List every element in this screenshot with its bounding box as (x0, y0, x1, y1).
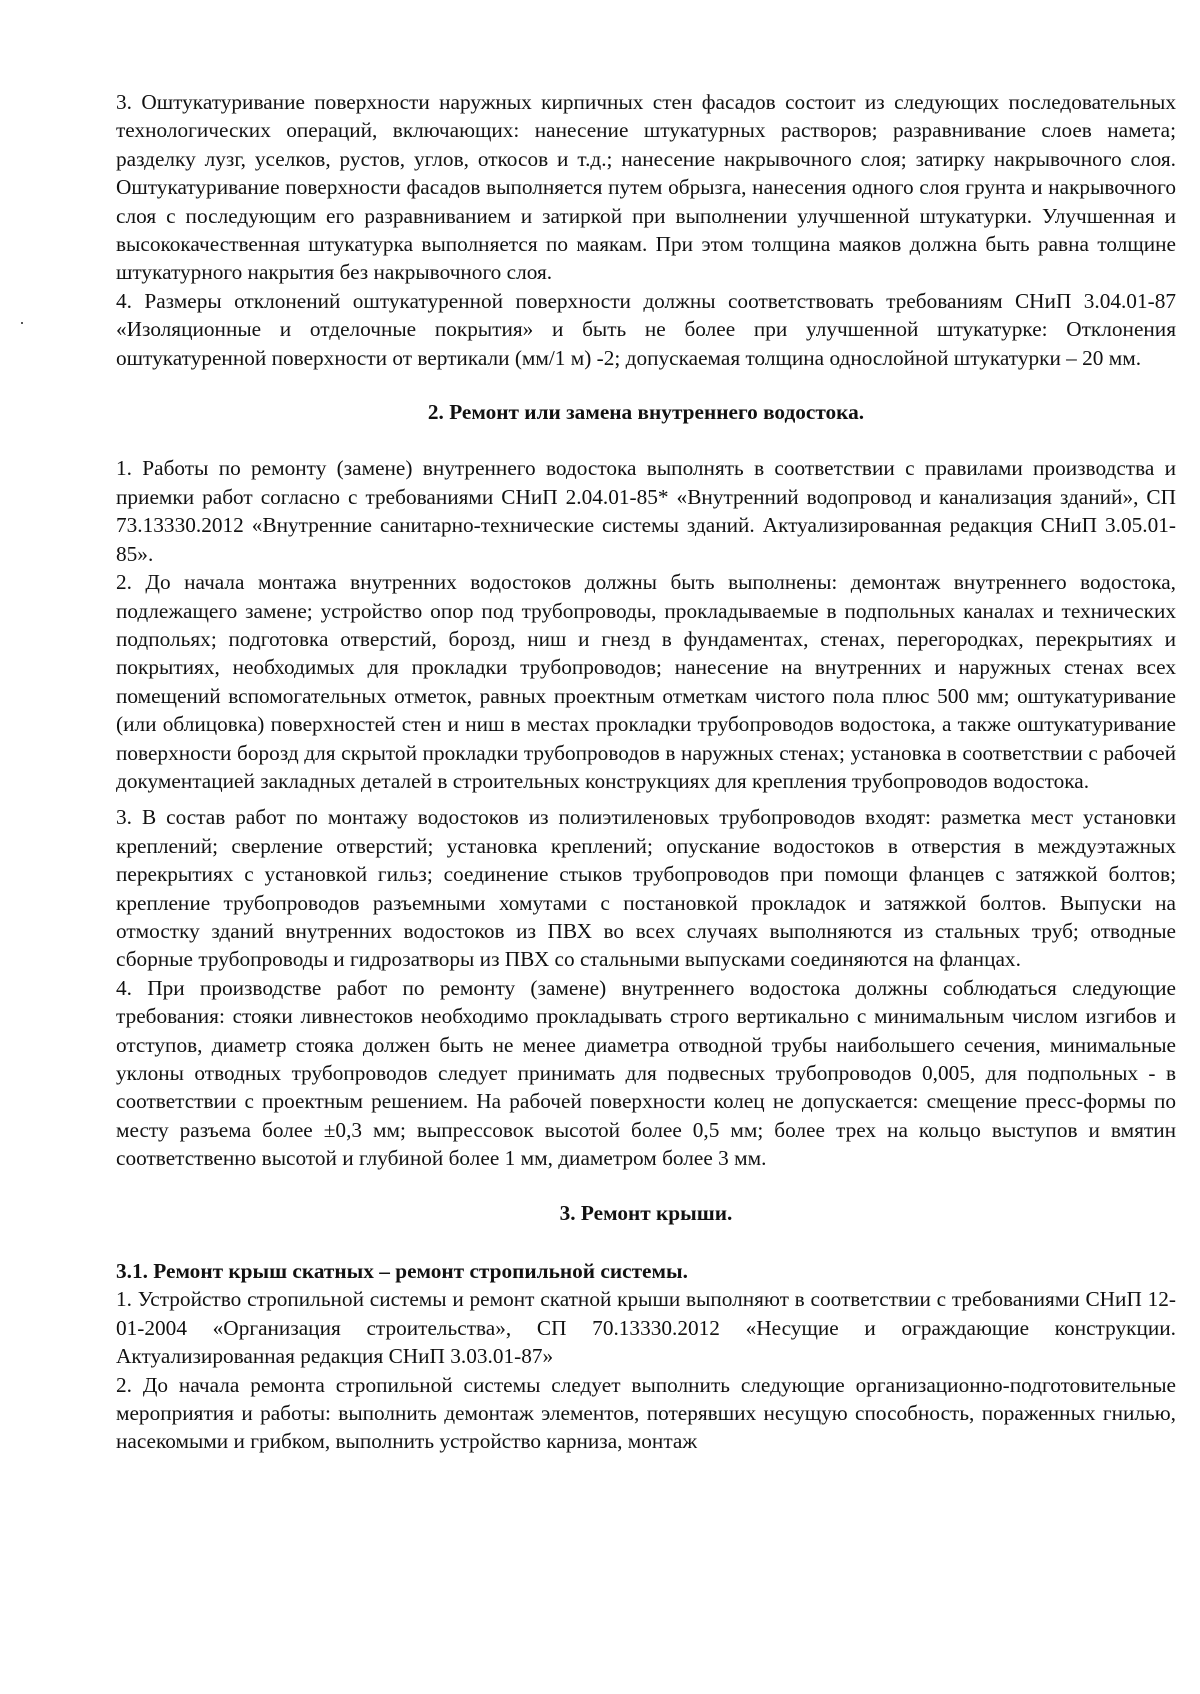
section-heading-drainage: 2. Ремонт или замена внутреннего водостока. (427, 400, 865, 425)
scan-speck (21, 322, 23, 324)
paragraph-rafter-preparation: 2. До начала ремонта стропильной системы следует выполнить следующие организационно-подготовительные мероприятия и работы: выполнить демонтаж элементов, потерявших несущую способность, пораженных гнилью, насекомыми и грибком, выполнить устройство карниза, монтаж (116, 1372, 1176, 1454)
paragraph-plastering-operations: 3. Оштукатуривание поверхности наружных кирпичных стен фасадов состоит из следующих последовательных технологических операций, включающих: нанесение штукатурных растворов; разравнивание слоев намета; разделку лузг, уселков, рустов, углов, откосов и т.д.; нанесение накрывочного слоя; затирку накрывочного слоя. Оштукатуривание поверхности фасадов выполняется путем обрызга, нанесения одного слоя грунта и накрывочного слоя с последующим его разравниванием и затиркой при выполнении улучшенной штукатурки. Улучшенная и высококачественная штукатурка выполняется по маякам. При этом толщина маяков должна быть равна толщине штукатурного накрытия без накрывочного слоя. (116, 90, 1176, 285)
section-heading-roof: 3. Ремонт крыши. (559, 1200, 733, 1225)
paragraph-drainage-preparation: 2. До начала монтажа внутренних водостоков должны быть выполнены: демонтаж внутреннего водостока, подлежащего замене; устройство опор под трубопроводы, прокладываемые в подпольных каналах и технических подпольях; подготовка отверстий, борозд, ниш и гнезд в фундаментах, стенах, перегородках, перекрытиях и покрытиях, необходимых для прокладки трубопроводов; нанесение на внутренних и наружных стенах всех помещений вспомогательных отметок, равных проектным отметкам чистого пола плюс 500 мм; оштукатуривание (или облицовка) поверхностей стен и ниш в местах прокладки трубопроводов водостока, а также оштукатуривание поверхности борозд для скрытой прокладки трубопроводов в наружных стенах; установка в соответствии с рабочей документацией закладных деталей в строительных конструкциях для крепления трубопроводов водостока. (116, 570, 1176, 793)
document-page (116, 88, 1176, 1456)
paragraph-drainage-rules: 1. Работы по ремонту (замене) внутреннего водостока выполнять в соответствии с правилами производства и приемки работ согласно с требованиями СНиП 2.04.01-85* «Внутренний водопровод и канализация зданий», СП 73.13330.2012 «Внутренние санитарно-технические системы зданий. Актуализированная редакция СНиП 3.05.01-85». (116, 456, 1176, 566)
subsection-heading-rafters: 3.1. Ремонт крыш скатных – ремонт стропильной системы. (116, 1259, 688, 1284)
paragraph-plastering-tolerances: 4. Размеры отклонений оштукатуренной поверхности должны соответствовать требованиям СНиП 3.04.01-87 «Изоляционные и отделочные покрытия» и быть не более при улучшенной штукатурке: Отклонения оштукатуренной поверхности от вертикали (мм/1 м) -2; допускаемая толщина однослойной штукатурки – 20 мм. (116, 288, 1176, 370)
paragraph-rafter-standards: 1. Устройство стропильной системы и ремонт скатной крыши выполняют в соответствии с требованиями СНиП 12-01-2004 «Организация строительства», СП 70.13330.2012 «Несущие и ограждающие конструкции. Актуализированная редакция СНиП 3.03.01-87» (116, 1287, 1176, 1369)
paragraph-drainage-installation: 3. В состав работ по монтажу водостоков из полиэтиленовых трубопроводов входят: разметка мест установки креплений; сверление отверстий; установка креплений; опускание водостоков в отверстия в междуэтажных перекрытиях с установкой гильз; соединение стыков трубопроводов при помощи фланцев с затяжкой болтов; крепление трубопроводов разъемными хомутами с постановкой прокладок и затяжкой болтов. Выпуски на отмостку зданий внутренних водостоков из ПВХ во всех случаях выполняются из стальных труб; отводные сборные трубопроводы и гидрозатворы из ПВХ со стальными выпусками соединяются на фланцах. (116, 805, 1176, 972)
paragraph-drainage-requirements: 4. При производстве работ по ремонту (замене) внутреннего водостока должны соблюдаться следующие требования: стояки ливнестоков необходимо прокладывать строго вертикально с минимальным числом изгибов и отступов, диаметр стояка должен быть не менее диаметра отводной трубы наибольшего сечения, минимальные уклоны отводных трубопроводов следует принимать для подвесных трубопроводов 0,005, для подпольных - в соответствии с проектным решением. На рабочей поверхности колец не допускается: смещение пресс-формы по месту разъема более ±0,3 мм; выпрессовок высотой более 0,5 мм; более трех на кольцо выступов и вмятин соответственно высотой и глубиной более 1 мм, диаметром более 3 мм. (116, 975, 1176, 1171)
